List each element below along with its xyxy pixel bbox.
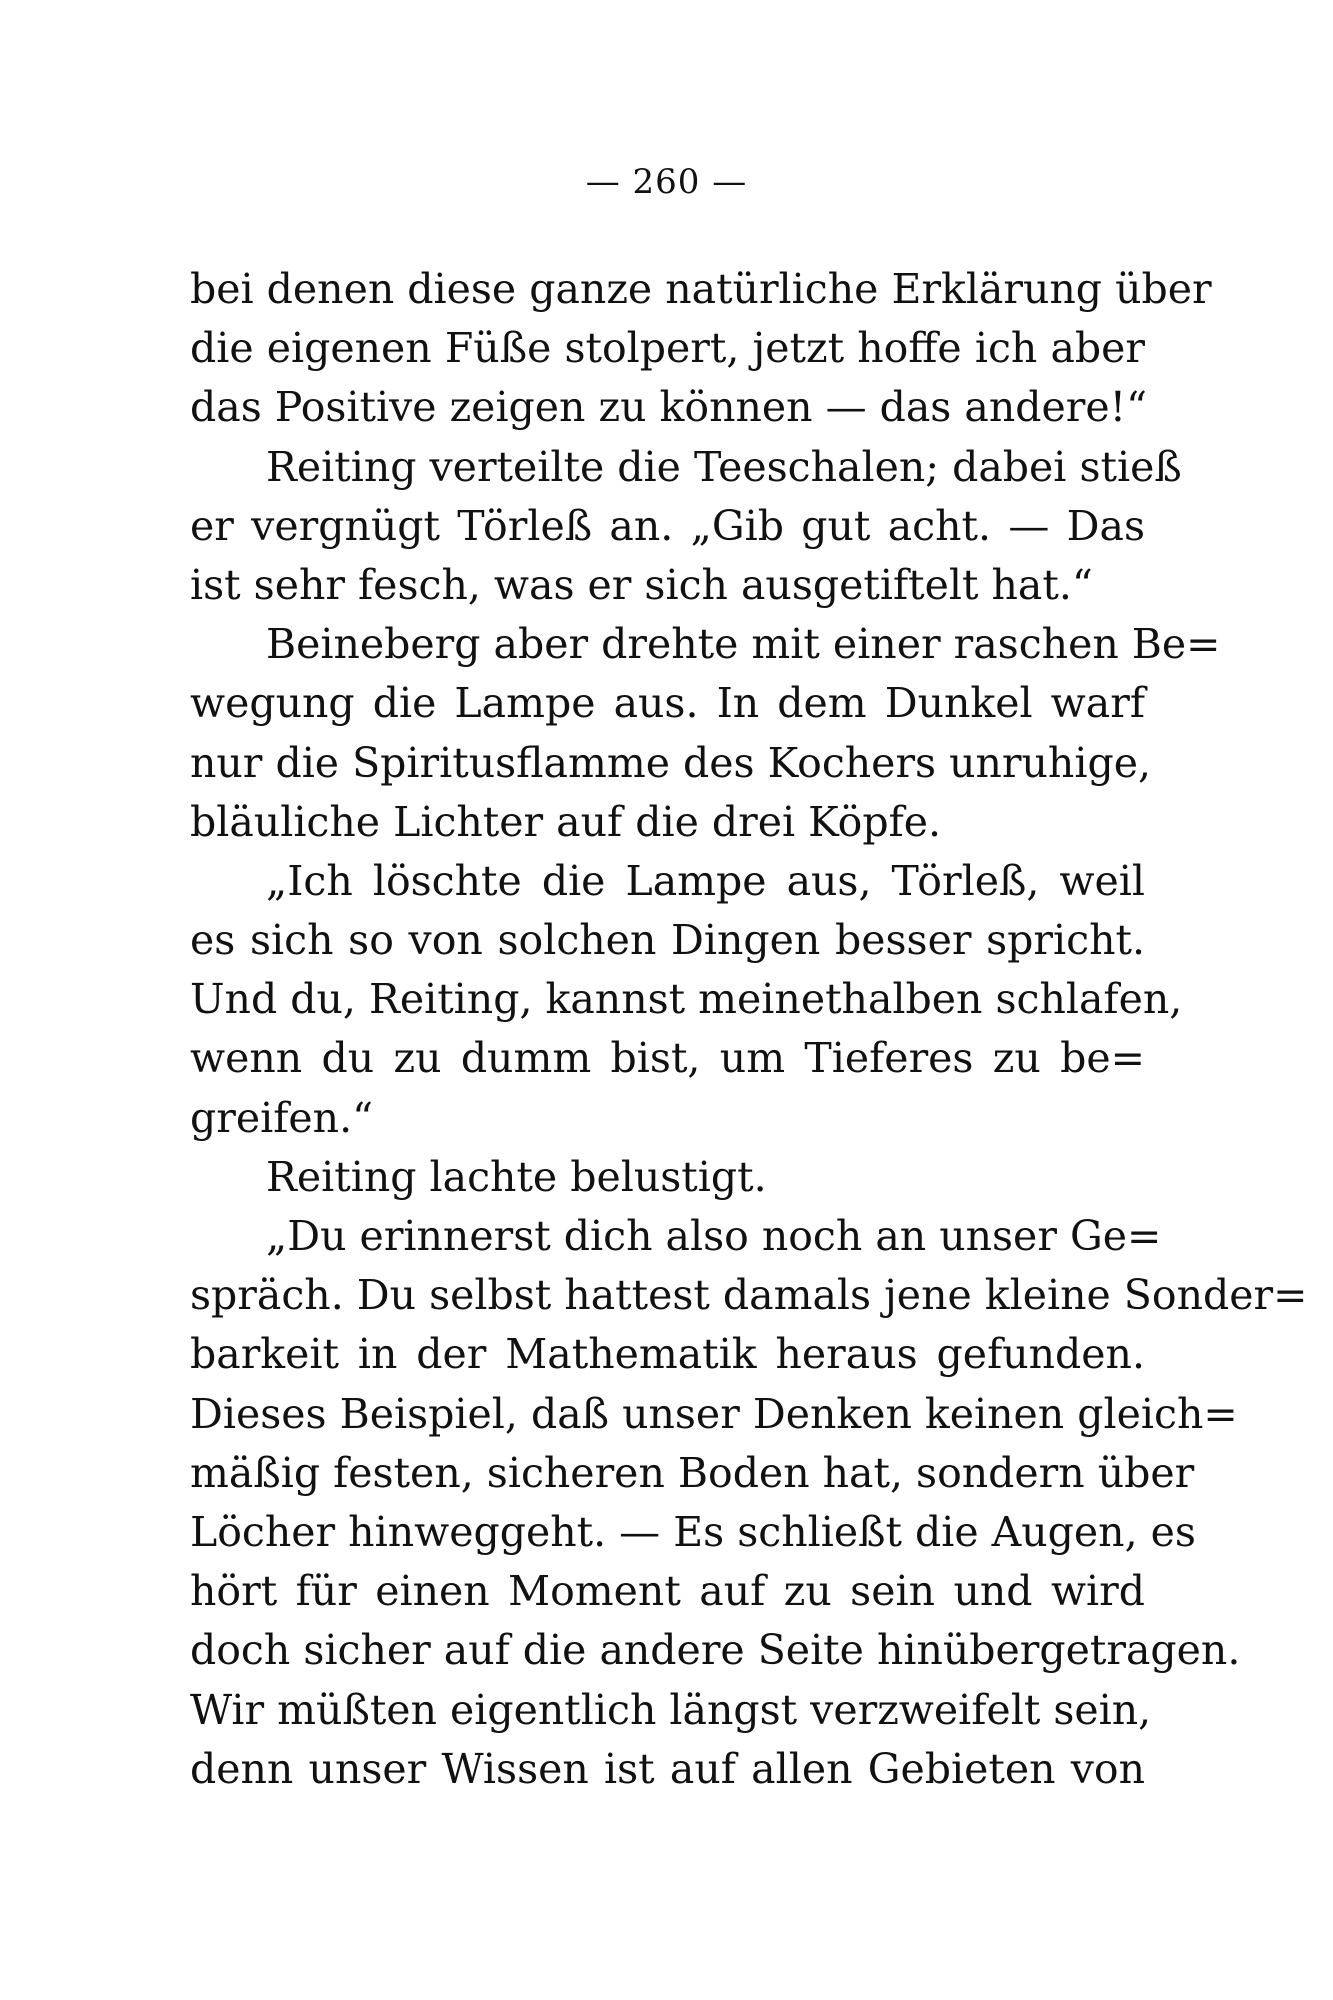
page-number: — 260 — — [585, 162, 748, 202]
text-line: er vergnügt Törleß an. „Gib gut acht. — Das — [190, 501, 1145, 550]
text-line: „Ich löschte die Lampe aus, Törleß, weil — [266, 856, 1145, 905]
text-line: Wir müßten eigentlich längst verzweifelt sein, — [190, 1685, 1152, 1734]
text-line: es sich so von solchen Dingen besser spricht. — [190, 916, 1145, 965]
text-line: „Du erinnerst dich also noch an unser Ge= — [266, 1212, 1162, 1260]
text-line: bläuliche Lichter auf die drei Köpfe. — [190, 797, 942, 846]
text-line: Und du, Reiting, kannst meinethalben schlafen, — [190, 975, 1183, 1024]
text-line: Beineberg aber drehte mit einer raschen Be= — [266, 620, 1221, 669]
text-line: die eigenen Füße stolpert, jetzt hoffe ich aber — [190, 324, 1145, 373]
text-line: nur die Spiritusflamme des Kochers unruhige, — [190, 738, 1151, 787]
text-line: mäßig festen, sicheren Boden hat, sondern über — [190, 1448, 1195, 1497]
body-text — [190, 260, 1308, 1799]
text-line: denn unser Wissen ist auf allen Gebieten von — [190, 1744, 1145, 1793]
text-line: ist sehr fesch, was er sich ausgetiftelt hat.“ — [190, 560, 1093, 609]
text-line: hört für einen Moment auf zu sein und wird — [190, 1567, 1145, 1616]
text-line: doch sicher auf die andere Seite hinübergetragen. — [190, 1626, 1241, 1675]
text-line: das Positive zeigen zu können — das andere!“ — [190, 383, 1148, 432]
text-line: bei denen diese ganze natürliche Erklärung über — [190, 265, 1212, 313]
text-line: wenn du zu dumm bist, um Tieferes zu be= — [190, 1034, 1145, 1083]
text-line: greifen.“ — [190, 1093, 374, 1142]
text-line: Reiting lachte belustigt. — [266, 1152, 767, 1201]
text-line: barkeit in der Mathematik heraus gefunden. — [190, 1330, 1145, 1379]
text-line: Löcher hinweggeht. — Es schließt die Augen, es — [190, 1507, 1196, 1556]
text-line: Reiting verteilte die Teeschalen; dabei stieß — [266, 442, 1182, 491]
text-line: spräch. Du selbst hattest damals jene kleine Sonder= — [190, 1271, 1308, 1320]
text-line: Dieses Beispiel, daß unser Denken keinen gleich= — [190, 1389, 1238, 1438]
text-line: wegung die Lampe aus. In dem Dunkel warf — [190, 679, 1145, 728]
